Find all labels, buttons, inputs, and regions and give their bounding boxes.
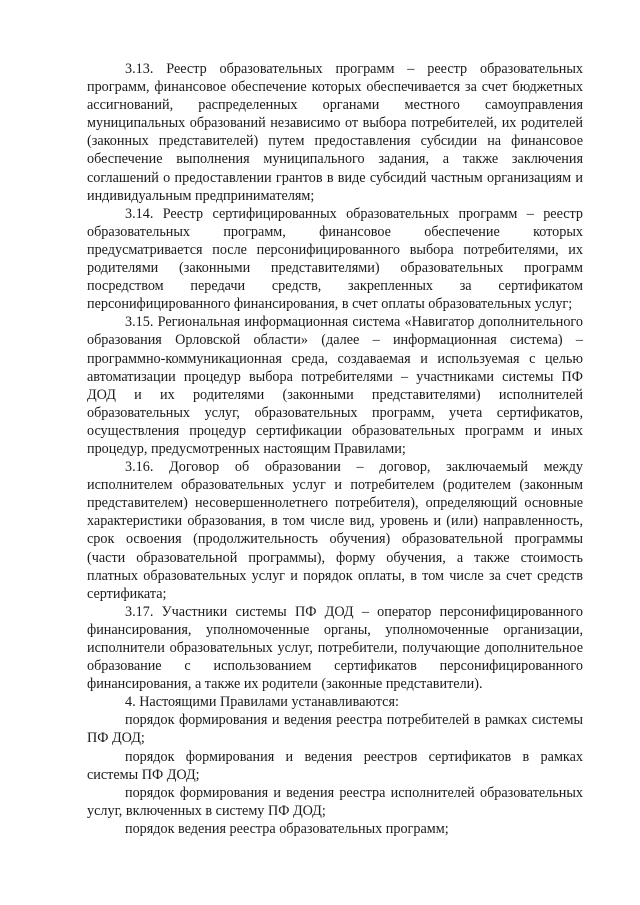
paragraph-3-15: 3.15. Региональная информационная система «Навигатор дополнительного образования Орловской области» (далее – информационная система) – программно-коммуникационная среда, создаваемая и используемая с целью автоматизации процедур выбора потребителями – участниками системы ПФ ДОД и их родителями (законными представителями) исполнителей образовательных услуг, образовательных программ, учета сертификатов, осуществления процедур сертификации образовательных программ и иных процедур, предусмотренных настоящим Правилами; xyxy=(87,314,583,457)
paragraph-3-17: 3.17. Участники системы ПФ ДОД – оператор персонифицированного финансирования, уполномоченные органы, уполномоченные организации, исполнители образовательных услуг, потребители, получающие дополнительное образование с использованием сертификатов персонифицированного финансирования, а также их родители (законные представители). xyxy=(87,603,583,693)
list-item-providers-registry: порядок формирования и ведения реестра исполнителей образовательных услуг, включенных в систему ПФ ДОД; xyxy=(87,784,583,819)
paragraph-3-13: 3.13. Реестр образовательных программ – реестр образовательных программ, финансовое обеспечение которых обеспечивается за счет бюджетных ассигнований, распределенных органами местного самоуправления муниципальных образований независимо от выбора потребителей, их родителей (законных представителей) путем предоставления субсидии на финансовое обеспечение выполнения муниципального задания, а также заключения соглашений о предоставлении грантов в виде субсидий частным организациям и индивидуальным предпринимателям; xyxy=(87,61,583,204)
paragraph-4-intro: 4. Настоящими Правилами устанавливаются: xyxy=(125,694,399,711)
list-item-certificates-registry: порядок формирования и ведения реестров сертификатов в рамках системы ПФ ДОД; xyxy=(87,748,583,783)
paragraph-3-16: 3.16. Договор об образовании – договор, заключаемый между исполнителем образовательных услуг и потребителем (родителем (законным представителем) несовершеннолетнего потребителя), определяющий основные характеристики образования, в том числе вид, уровень и (или) направленность, срок освоения (продолжительность обучения) образовательной программы (части образовательной программы), форму обучения, а также стоимость платных образовательных услуг и порядок оплаты, в том числе за счет средств сертификата; xyxy=(87,459,583,602)
paragraph-3-14: 3.14. Реестр сертифицированных образовательных программ – реестр образовательных программ, финансовое обеспечение которых предусматривается после персонифицированного выбора потребителями, их родителями (законными представителями) образовательных программ посредством передачи средств, закрепленных за сертификатом персонифицированного финансирования, в счет оплаты образовательных услуг; xyxy=(87,205,583,313)
document-body xyxy=(87,60,583,838)
list-item-programs-registry: порядок ведения реестра образовательных программ; xyxy=(125,820,449,837)
list-item-consumers-registry: порядок формирования и ведения реестра потребителей в рамках системы ПФ ДОД; xyxy=(87,712,583,747)
